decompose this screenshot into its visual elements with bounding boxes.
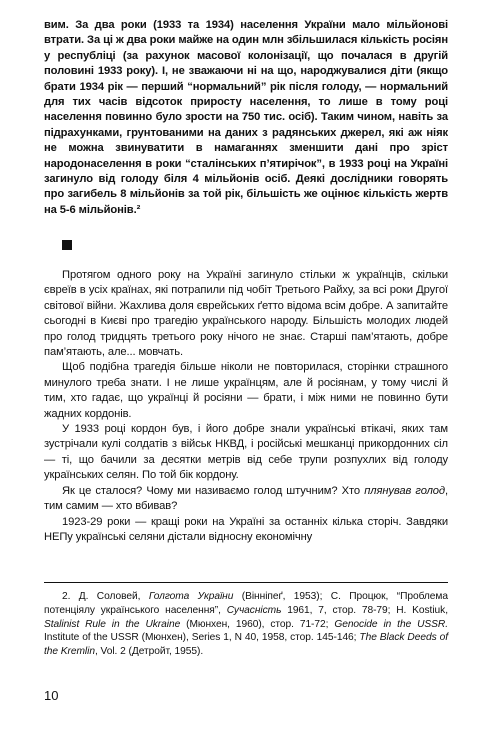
- footnote-italic-1: Голгота України: [148, 591, 234, 602]
- section-square-icon: [62, 240, 72, 250]
- closing-paragraph: 1923-29 роки — кращі роки на Україні за останніх кілька сторіч. Завдяки НЕПу українські селяни дістали відносну економічну: [44, 515, 448, 543]
- footnote-divider: [44, 582, 448, 583]
- paragraph-3: У 1933 році кордон був, і його добре знали українські втікачі, яких там зустрічали кулі солдатів з військ НКВД, і російські мешканці прикордонних сіл — ті, що бачили за десятки метрів від себе трупи розпухлих від голоду українських селян. По той бік кордону.: [44, 423, 448, 482]
- footnote-part-4: (Мюнхен, 1960), стор. 71-72;: [180, 618, 335, 630]
- top-paragraph: вим. За два роки (1933 та 1934) населення України мало мільйонові втрати. За ці ж два роки майже на один млн збільшилася кількість росіян у республіці (за рахунок масової колонізації, що почалася в другій половині 1933 року). І, не зважаючи ні на що, народжувалися діти (якщо брати 1934 рік — перший “нормальний” рік після голоду, — нормальний для тих часів відсоток приросту населення, то лише в тому році населення повинно було зрости на 750 тис. осіб). Таким чином, навіть за підрахунками, грунтованими на даних з радянських джерел, які аж ніяк не можна звинуватити в намаганнях зменшити дані про зріст народонаселення в роки “сталінських п’ятирічок”, в 1933 році на Україні загинуло від голоду біля 4 мільйонів осіб. Деякі дослідники говорять про загибель 8 мільйонів за той рік, більшість же оцінює кількість жертв на 5-6 мільйонів.²: [44, 19, 448, 216]
- paragraph-2: Щоб подібна трагедія більше ніколи не повторилася, сторінки страшного минулого треба знати. І не лише українцям, але й росіянам, у тому числі й тим, хто гадає, що українці й росіяни — брати, і між ними не повинно бути жадних кордонів.: [44, 361, 448, 420]
- footnote-block: [44, 590, 448, 659]
- page-number: 10: [44, 688, 59, 703]
- question-italic: плянував голод: [364, 484, 445, 497]
- question-part-1: Як це сталося? Чому ми називаємо голод штучним? Хто: [62, 484, 365, 497]
- footnote-paragraph: [44, 590, 448, 659]
- question-part-2: , тим самим — хто вбивав?: [44, 484, 448, 513]
- footnote-italic-3: Stalinist Rule in the Ukraine: [44, 618, 181, 630]
- footnote-part-6: , Vol. 2 (Детройт, 1955).: [94, 646, 204, 658]
- main-text-block: [44, 268, 448, 545]
- footnote-italic-5: The Black Deeds of the Kremlin: [44, 632, 448, 658]
- footnote-italic-2: Сучасність: [226, 604, 282, 616]
- bold-paragraph-block: [44, 18, 448, 218]
- footnote-part-1: 2. Д. Соловей,: [62, 591, 149, 602]
- footnote-part-5: Institute of the USSR (Мюнхен), Series 1, N 40, 1958, стор. 145-146;: [44, 632, 360, 644]
- question-paragraph: [44, 484, 448, 515]
- footnote-italic-4: Genocide in the USSR.: [334, 618, 448, 630]
- footnote-part-3: 1961, 7, стор. 78-79; Н. Kostiuk,: [281, 604, 448, 616]
- paragraph-1: Протягом одного року на Україні загинуло стільки ж українців, скільки євреїв в усіх країнах, які потрапили під чобіт Третього Райху, за всі роки Другої світової війни. Жахлива доля єврейських ґетто відома всім добре. А запитайте сьогодні в Києві про трагедію українського народу. Більшість молодих людей про голод тридцять третього року нічого не знає. Старші пам’ятають, добре пам’ятають, але... мовчать.: [44, 269, 448, 359]
- footnote-part-2: (Вінніпеґ, 1953); С. Процюк, “Проблема потенціялу українського населення”,: [44, 591, 448, 616]
